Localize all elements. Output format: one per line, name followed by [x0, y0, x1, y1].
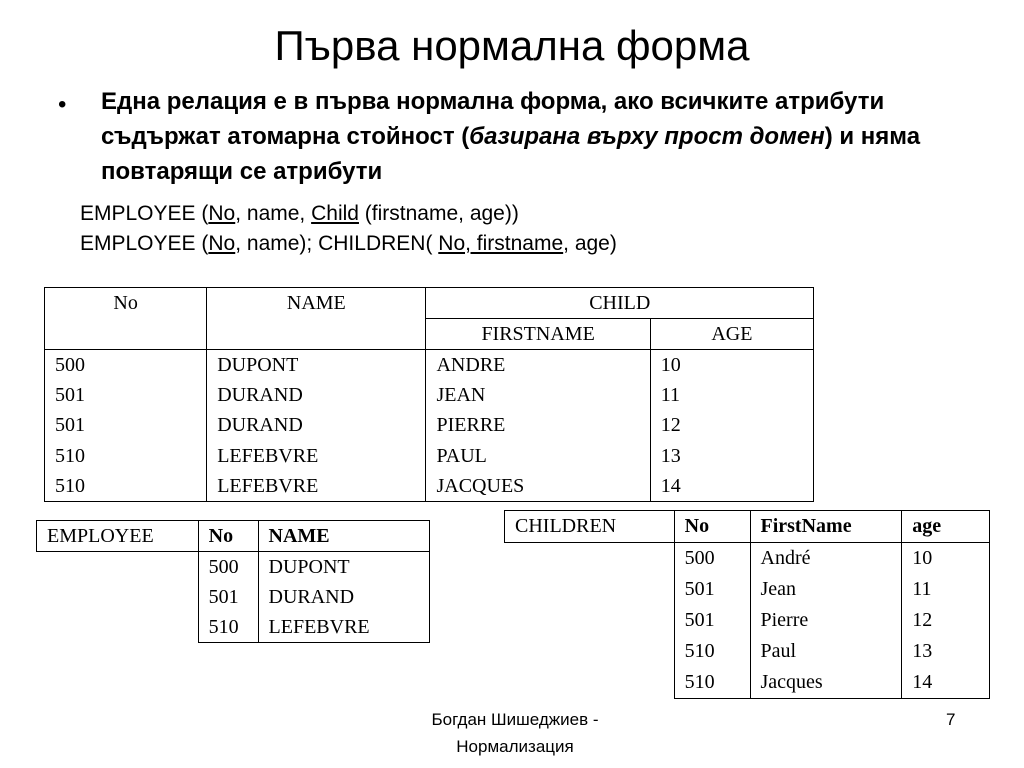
- header-no: No: [45, 288, 207, 350]
- cell-name: DURAND: [258, 582, 429, 612]
- cell-firstname: JACQUES: [426, 471, 650, 502]
- cell-age: 14: [902, 667, 990, 699]
- footer-line-1: Богдан Шишеджиев -: [431, 710, 599, 729]
- cell-no: 510: [45, 471, 207, 502]
- header-age: AGE: [650, 319, 813, 350]
- cell-name: DURAND: [207, 380, 426, 410]
- cell-firstname: Paul: [750, 636, 902, 667]
- cell-firstname: Jean: [750, 574, 902, 605]
- cell-name: LEFEBVRE: [207, 441, 426, 471]
- cell-name: LEFEBVRE: [258, 612, 429, 643]
- schema1-key-child: Child: [311, 202, 359, 225]
- table-row: [37, 552, 430, 583]
- table-row: [45, 410, 814, 440]
- cell-firstname: ANDRE: [426, 350, 650, 381]
- blank-cell: [505, 605, 675, 636]
- children-header-no: No: [674, 511, 750, 543]
- cell-no: 500: [45, 350, 207, 381]
- table-row: [45, 471, 814, 502]
- blank-cell: [37, 612, 199, 643]
- cell-firstname: PAUL: [426, 441, 650, 471]
- employee-relation-label: EMPLOYEE: [37, 521, 199, 552]
- employee-header-name: NAME: [258, 521, 429, 552]
- table-row: [45, 380, 814, 410]
- employee-table: [36, 520, 430, 643]
- cell-no: 510: [674, 667, 750, 699]
- table-row: [505, 636, 990, 667]
- schema2-text-c: , age): [563, 232, 617, 255]
- cell-no: 501: [674, 574, 750, 605]
- table-row: [505, 667, 990, 699]
- cell-firstname: JEAN: [426, 380, 650, 410]
- header-firstname: FIRSTNAME: [426, 319, 650, 350]
- cell-name: DUPONT: [258, 552, 429, 583]
- schema1-text-a: EMPLOYEE (: [80, 202, 209, 225]
- table-row: [505, 574, 990, 605]
- cell-no: 500: [198, 552, 258, 583]
- schema2-text-b: , name); CHILDREN(: [235, 232, 439, 255]
- cell-no: 510: [198, 612, 258, 643]
- header-name: NAME: [207, 288, 426, 350]
- children-relation-label: CHILDREN: [505, 511, 675, 543]
- table-row: [37, 582, 430, 612]
- cell-age: 12: [650, 410, 813, 440]
- bullet-text-part2: ) и няма повтарящи се атрибути: [101, 123, 921, 185]
- cell-no: 510: [45, 441, 207, 471]
- table-row: [45, 441, 814, 471]
- table-row: [45, 350, 814, 381]
- cell-age: 12: [902, 605, 990, 636]
- table-row: [37, 612, 430, 643]
- cell-name: DUPONT: [207, 350, 426, 381]
- schema1-text-c: (firstname, age)): [358, 202, 519, 225]
- schema1-text-b: , name,: [235, 202, 312, 225]
- cell-no: 501: [198, 582, 258, 612]
- schema-line-2: [80, 229, 617, 259]
- blank-cell: [37, 582, 199, 612]
- children-header-age: age: [902, 511, 990, 543]
- footer-line-2: Нормализация: [456, 737, 574, 756]
- table-row: [505, 605, 990, 636]
- cell-firstname: Jacques: [750, 667, 902, 699]
- cell-firstname: Pierre: [750, 605, 902, 636]
- unnormalized-table: [44, 287, 814, 502]
- cell-no: 510: [674, 636, 750, 667]
- bullet-text: [101, 84, 961, 189]
- children-header-firstname: FirstName: [750, 511, 902, 543]
- cell-name: DURAND: [207, 410, 426, 440]
- employee-header-no: No: [198, 521, 258, 552]
- cell-age: 10: [902, 543, 990, 575]
- cell-firstname: PIERRE: [426, 410, 650, 440]
- cell-age: 11: [650, 380, 813, 410]
- page-number: 7: [946, 710, 956, 729]
- blank-cell: [37, 552, 199, 583]
- slide-title: Първа нормална форма: [274, 22, 750, 69]
- cell-no: 501: [674, 605, 750, 636]
- footer-author: [380, 706, 650, 760]
- table-row: [505, 543, 990, 575]
- header-child: CHILD: [426, 288, 814, 319]
- cell-no: 501: [45, 410, 207, 440]
- schema1-key-no: No: [208, 202, 236, 225]
- children-table: [504, 510, 990, 699]
- cell-age: 13: [650, 441, 813, 471]
- cell-age: 13: [902, 636, 990, 667]
- blank-cell: [505, 543, 675, 575]
- blank-cell: [505, 636, 675, 667]
- bullet-text-italic: базирана върху прост домен: [469, 123, 825, 150]
- bullet-text-part1: Една релация е в първа нормална форма, ако всичките атрибути съдържат атомарна стойност (: [101, 88, 885, 150]
- cell-firstname: André: [750, 543, 902, 575]
- bullet-marker: •: [58, 91, 67, 118]
- blank-cell: [505, 667, 675, 699]
- cell-age: 11: [902, 574, 990, 605]
- cell-age: 10: [650, 350, 813, 381]
- schema2-key-no: No: [208, 232, 236, 255]
- cell-no: 500: [674, 543, 750, 575]
- schema2-key-no-firstname: No, firstname: [438, 232, 564, 255]
- cell-no: 501: [45, 380, 207, 410]
- schema2-text-a: EMPLOYEE (: [80, 232, 209, 255]
- cell-age: 14: [650, 471, 813, 502]
- blank-cell: [505, 574, 675, 605]
- schema-line-1: [80, 199, 519, 229]
- cell-name: LEFEBVRE: [207, 471, 426, 502]
